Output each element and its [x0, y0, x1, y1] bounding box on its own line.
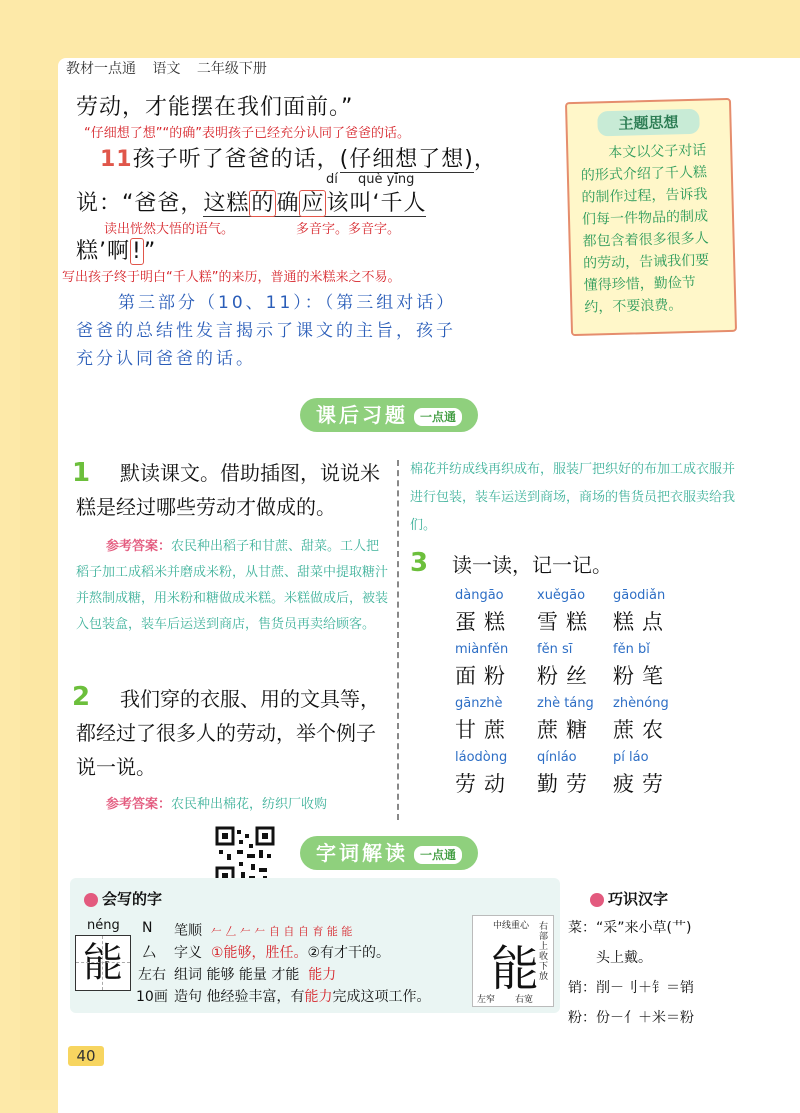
annotation-note-1: “仔细想了想”“的确”表明孩子已经充分认同了爸爸的话。 — [84, 126, 410, 141]
sentence-label: 造句 — [174, 989, 202, 1005]
question-2-text: 我们穿的衣服、用的文具等，都经过了很多人的劳动，举个例子说一说。 — [76, 687, 380, 779]
word-item — [537, 696, 617, 744]
tip-line: 菜：“采”来小草(艹) — [568, 920, 692, 936]
tip-right: 右部上收下放 — [539, 922, 549, 982]
section-vocab-title: 字词解读 — [316, 841, 408, 865]
page-number: 40 — [68, 1046, 104, 1066]
line3-text-a: 说：“爸爸， — [76, 191, 204, 216]
tip-line: 粉：份－亻＋米＝粉 — [568, 1010, 694, 1026]
tips-title-text: 巧识汉字 — [608, 890, 669, 908]
char-glyph: 能 — [83, 940, 123, 986]
question-1-answer — [76, 534, 392, 638]
char-capital: N — [142, 920, 153, 936]
tip-line: 头上戴。 — [596, 950, 652, 966]
word-item — [455, 750, 535, 798]
meaning-secondary: ②有才干的。 — [307, 945, 391, 961]
section-exercises-tag: 一点通 — [414, 408, 462, 426]
word-hanzi: 劳动 — [455, 772, 513, 796]
word-hanzi: 蔗农 — [613, 718, 671, 742]
tip-line: 销：削－刂＋钅＝销 — [568, 980, 694, 996]
line3-text-c: 该叫‘千人 — [326, 191, 427, 216]
question-2-answer — [76, 792, 392, 818]
word-item — [537, 750, 617, 798]
section-vocab-header — [300, 836, 478, 870]
passage-line-3 — [76, 186, 426, 217]
page-header — [66, 58, 279, 78]
writing-label — [84, 888, 162, 909]
column-divider — [397, 460, 399, 820]
summary-line-3: 充分认同爸爸的话。 — [76, 349, 256, 369]
line3-que: 确 — [276, 191, 300, 216]
word-pinyin: láodòng — [455, 750, 508, 765]
writing-label-text: 会写的字 — [102, 890, 163, 908]
sentence-highlight: 能力 — [304, 989, 333, 1005]
qr-code-icon[interactable] — [215, 826, 275, 886]
stroke-order-row — [174, 920, 352, 940]
word-pinyin: xuěgāo — [537, 588, 586, 603]
word-hanzi: 粉丝 — [537, 664, 595, 688]
theme-title: 主题思想 — [597, 109, 700, 137]
sentence-row — [174, 986, 430, 1006]
underlined-phrase: (仔细想了想) — [339, 147, 474, 172]
meaning-row — [174, 942, 390, 962]
answer-text-1: 农民种出稻子和甘蔗、甜菜。工人把稻子加工成稻米并磨成米粉，从甘蔗、甜菜中提取糖汁并熬制成糖，用米粉和糖做成米糕。米糕做成后，被装入包装盒，装车后运送到商店，售货员再卖给顾客。 — [76, 539, 389, 632]
word-pinyin: gānzhè — [455, 696, 503, 711]
question-1-number: 1 — [72, 458, 91, 488]
summary-line-1: 第三部分（10、11）：（第三组对话） — [118, 293, 457, 313]
word-item — [613, 696, 693, 744]
question-3-text: 读一读，记一记。 — [452, 553, 612, 577]
theme-body: 本文以父子对话的形式介绍了千人糕的制作过程，告诉我们每一件物品的制成都包含着很多很多人的劳动，告诫我们要懂得珍惜，勤俭节约，不要浪费。 — [580, 142, 710, 316]
word-hanzi: 面粉 — [455, 664, 513, 688]
word-pinyin: pí láo — [613, 750, 649, 765]
word-pinyin: fěn sī — [537, 642, 573, 657]
section-exercises-title: 课后习题 — [316, 403, 408, 427]
stroke-order-label: 笔顺 — [174, 923, 202, 939]
meaning-primary: ①能够，胜任。 — [210, 945, 308, 961]
word-hanzi: 蔗糖 — [537, 718, 595, 742]
pinyin-di: dí — [326, 172, 338, 187]
answer-label-2: 参考答案： — [106, 797, 172, 812]
answer-text-2: 农民种出棉花，纺织厂收购 — [171, 797, 328, 812]
word-item — [537, 588, 617, 636]
char-tip-box — [472, 915, 554, 1007]
word-hanzi: 糕点 — [613, 610, 671, 634]
line4-text-c: ” — [143, 239, 157, 264]
question-3-number: 3 — [410, 548, 429, 578]
word-pinyin: gāodiǎn — [613, 588, 666, 603]
words-list: 能够 能量 才能 — [206, 967, 300, 983]
word-pinyin: qínláo — [537, 750, 577, 765]
word-item — [455, 642, 535, 690]
word-hanzi: 勤劳 — [537, 772, 595, 796]
passage-line-4 — [76, 234, 156, 265]
word-pinyin: zhènóng — [613, 696, 669, 711]
words-row — [174, 964, 336, 984]
question-2-number: 2 — [72, 682, 91, 712]
pencil-icon — [84, 893, 98, 907]
boxed-exclamation: ! — [132, 239, 142, 264]
word-hanzi: 雪糕 — [537, 610, 595, 634]
word-item — [613, 588, 693, 636]
section-exercises-header — [300, 398, 478, 432]
word-pinyin: zhè táng — [537, 696, 594, 711]
book-title: 教材一点通 — [66, 61, 136, 77]
tips-panel — [568, 888, 728, 1033]
boxed-char-ying: 应 — [301, 191, 325, 216]
summary-line-2: 爸爸的总结性发言揭示了课文的主旨，孩子 — [76, 321, 456, 341]
passage-line-1: 劳动，才能摆在我们面前。” — [76, 95, 354, 120]
passage-line-2 — [100, 142, 497, 173]
tip-right-wide: 右宽 — [515, 995, 534, 1005]
tip-char-glyph: 能 — [491, 941, 540, 997]
paragraph-number: 11 — [100, 147, 133, 172]
meaning-label: 字义 — [174, 945, 202, 961]
word-item — [455, 696, 535, 744]
grade-label: 二年级下册 — [196, 61, 267, 77]
words-label: 组词 — [174, 967, 202, 983]
boxed-char-de: 的 — [251, 191, 275, 216]
stroke-order: 𠂉 𠃋 𠂉 𠂉 自 自 自 育 能 能 — [210, 925, 353, 938]
word-item — [613, 642, 693, 690]
annotation-note-3: 写出孩子终于明白“千人糕”的来历，普通的米糕来之不易。 — [62, 270, 401, 285]
word-pinyin: fěn bǐ — [613, 642, 650, 657]
pinyin-queying: què yīng — [358, 172, 415, 187]
char-structure: 左右 — [138, 967, 166, 983]
char-strokes: 10画 — [136, 989, 168, 1005]
question-1-text: 默读课文。借助插图，说说米糕是经过哪些劳动才做成的。 — [76, 461, 380, 519]
line3-underlined — [203, 191, 426, 217]
word-pinyin: dàngāo — [455, 588, 504, 603]
tips-title — [590, 888, 728, 909]
sentence-part-a: 他经验丰富，有 — [206, 989, 305, 1005]
theme-note-card — [565, 98, 737, 336]
line4-text-a: 糕’啊 — [76, 239, 130, 264]
char-pinyin: néng — [87, 918, 120, 933]
word-hanzi: 疲劳 — [613, 772, 671, 796]
annotation-tone: 读出恍然大悟的语气。 — [104, 222, 235, 237]
question-2-answer-continued: 棉花并纺成线再织成布，服装厂把织好的布加工成衣服并进行包装，装车运送到商场，商场的售货员把衣服卖给我们。 — [410, 462, 736, 533]
section-vocab-tag: 一点通 — [414, 846, 462, 864]
answer-label-1: 参考答案： — [106, 539, 172, 554]
word-item — [613, 750, 693, 798]
word-item — [537, 642, 617, 690]
line2-text: 孩子听了爸爸的话， — [132, 147, 340, 172]
char-grid-box — [75, 935, 131, 991]
char-radical: 厶 — [142, 945, 156, 961]
line2-punct: ， — [473, 147, 497, 172]
word-hanzi: 粉笔 — [613, 664, 671, 688]
word-hanzi: 蛋糕 — [455, 610, 513, 634]
annotation-polyphone: 多音字。多音字。 — [296, 222, 401, 237]
word-pinyin: miànfěn — [455, 642, 509, 657]
subject-label: 语文 — [152, 61, 181, 77]
pencil-icon — [590, 893, 604, 907]
word-hanzi: 甘蔗 — [455, 718, 513, 742]
page-edge — [20, 90, 60, 1090]
tip-center: 中线重心 — [493, 921, 530, 931]
tip-left-narrow: 左窄 — [477, 995, 496, 1005]
sentence-part-c: 完成这项工作。 — [332, 989, 431, 1005]
word-item — [455, 588, 535, 636]
words-highlight: 能力 — [308, 967, 337, 983]
line3-text-b: 这糕 — [203, 191, 250, 216]
